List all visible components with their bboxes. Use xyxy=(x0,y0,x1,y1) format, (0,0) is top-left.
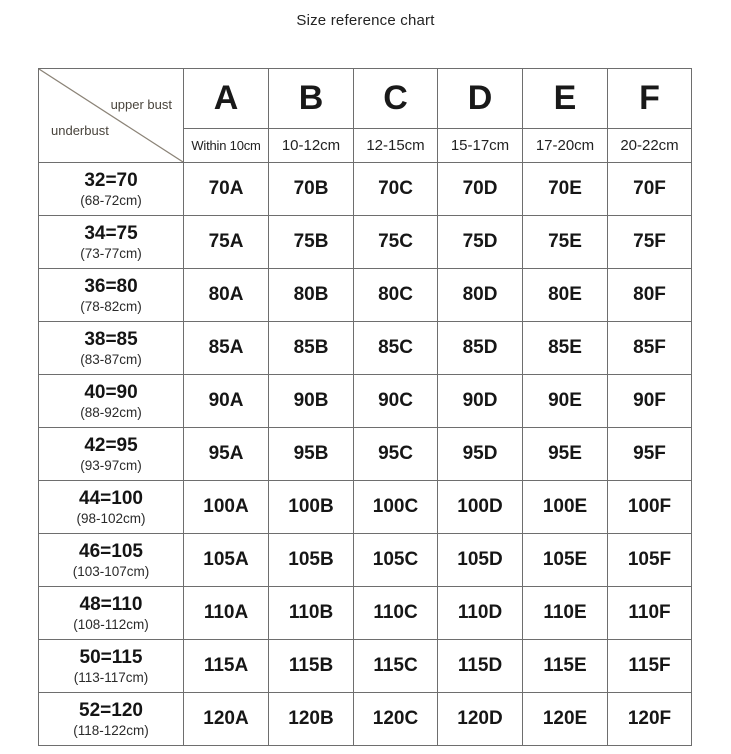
size-cell: 75A xyxy=(184,216,269,269)
row-header xyxy=(39,640,184,693)
size-cell: 90C xyxy=(354,375,438,428)
header-letter-row xyxy=(39,69,692,129)
page-title: Size reference chart xyxy=(296,12,435,29)
column-range-D: 15-17cm xyxy=(438,129,523,163)
row-size-label: 40=90 xyxy=(84,381,138,403)
table-header xyxy=(39,69,692,163)
size-cell: 110C xyxy=(354,587,438,640)
size-cell: 105A xyxy=(184,534,269,587)
size-reference-table xyxy=(38,68,692,746)
table-row xyxy=(39,428,692,481)
table-row xyxy=(39,322,692,375)
size-cell: 80C xyxy=(354,269,438,322)
size-cell: 100A xyxy=(184,481,269,534)
size-cell: 95F xyxy=(608,428,692,481)
row-header xyxy=(39,322,184,375)
corner-underbust-label: underbust xyxy=(51,123,109,138)
size-cell: 95C xyxy=(354,428,438,481)
column-letter-C: C xyxy=(354,69,438,129)
row-header xyxy=(39,428,184,481)
size-cell: 110D xyxy=(438,587,523,640)
column-letter-D: D xyxy=(438,69,523,129)
row-size-label: 46=105 xyxy=(79,540,143,562)
size-cell: 90E xyxy=(523,375,608,428)
size-cell: 85D xyxy=(438,322,523,375)
row-size-range: (68-72cm) xyxy=(80,192,142,208)
row-size-range: (88-92cm) xyxy=(80,404,142,420)
size-cell: 95E xyxy=(523,428,608,481)
size-cell: 105E xyxy=(523,534,608,587)
size-cell: 70A xyxy=(184,163,269,216)
column-range-F: 20-22cm xyxy=(608,129,692,163)
size-cell: 85E xyxy=(523,322,608,375)
size-cell: 80A xyxy=(184,269,269,322)
table-row xyxy=(39,587,692,640)
column-letter-F: F xyxy=(608,69,692,129)
row-size-range: (118-122cm) xyxy=(73,722,149,738)
column-range-E: 17-20cm xyxy=(523,129,608,163)
size-cell: 110A xyxy=(184,587,269,640)
row-size-range: (113-117cm) xyxy=(73,669,149,685)
size-cell: 115C xyxy=(354,640,438,693)
size-cell: 115F xyxy=(608,640,692,693)
table-row xyxy=(39,375,692,428)
column-range-B: 10-12cm xyxy=(269,129,354,163)
row-header xyxy=(39,587,184,640)
table-row xyxy=(39,163,692,216)
row-size-label: 44=100 xyxy=(79,487,143,509)
size-cell: 100D xyxy=(438,481,523,534)
size-cell: 75B xyxy=(269,216,354,269)
size-cell: 90B xyxy=(269,375,354,428)
size-cell: 110F xyxy=(608,587,692,640)
size-cell: 105D xyxy=(438,534,523,587)
corner-cell xyxy=(39,69,184,163)
size-cell: 105F xyxy=(608,534,692,587)
diagonal-divider xyxy=(39,69,183,162)
size-cell: 120B xyxy=(269,693,354,746)
size-cell: 90D xyxy=(438,375,523,428)
row-size-range: (98-102cm) xyxy=(76,510,146,526)
size-cell: 75F xyxy=(608,216,692,269)
row-size-range: (93-97cm) xyxy=(80,457,142,473)
size-cell: 70E xyxy=(523,163,608,216)
size-table-body xyxy=(39,163,692,746)
size-cell: 120C xyxy=(354,693,438,746)
size-cell: 115E xyxy=(523,640,608,693)
row-size-label: 34=75 xyxy=(84,222,138,244)
size-cell: 85F xyxy=(608,322,692,375)
size-cell: 75C xyxy=(354,216,438,269)
row-size-label: 52=120 xyxy=(79,699,143,721)
size-cell: 70C xyxy=(354,163,438,216)
row-size-label: 36=80 xyxy=(84,275,138,297)
size-cell: 70F xyxy=(608,163,692,216)
column-range-C: 12-15cm xyxy=(354,129,438,163)
row-header xyxy=(39,269,184,322)
size-cell: 100B xyxy=(269,481,354,534)
row-size-label: 48=110 xyxy=(79,593,143,615)
table-row xyxy=(39,693,692,746)
size-cell: 85B xyxy=(269,322,354,375)
size-cell: 100E xyxy=(523,481,608,534)
size-cell: 120E xyxy=(523,693,608,746)
row-header xyxy=(39,163,184,216)
size-cell: 120D xyxy=(438,693,523,746)
row-size-label: 38=85 xyxy=(84,328,138,350)
size-cell: 120A xyxy=(184,693,269,746)
row-size-label: 42=95 xyxy=(84,434,138,456)
size-cell: 120F xyxy=(608,693,692,746)
row-header xyxy=(39,693,184,746)
size-cell: 110E xyxy=(523,587,608,640)
row-size-label: 50=115 xyxy=(79,646,143,668)
size-cell: 80E xyxy=(523,269,608,322)
row-header xyxy=(39,534,184,587)
size-cell: 95B xyxy=(269,428,354,481)
size-cell: 75E xyxy=(523,216,608,269)
column-letter-E: E xyxy=(523,69,608,129)
table-row xyxy=(39,534,692,587)
row-size-label: 32=70 xyxy=(84,169,138,191)
size-cell: 80D xyxy=(438,269,523,322)
column-range-A: Within 10cm xyxy=(184,129,269,163)
size-cell: 95D xyxy=(438,428,523,481)
size-cell: 105B xyxy=(269,534,354,587)
row-header xyxy=(39,481,184,534)
table-row xyxy=(39,481,692,534)
size-cell: 95A xyxy=(184,428,269,481)
size-cell: 110B xyxy=(269,587,354,640)
size-cell: 90F xyxy=(608,375,692,428)
corner-upper-bust-label: upper bust xyxy=(110,97,172,112)
size-cell: 115D xyxy=(438,640,523,693)
size-cell: 75D xyxy=(438,216,523,269)
size-cell: 100C xyxy=(354,481,438,534)
size-cell: 100F xyxy=(608,481,692,534)
size-cell: 80B xyxy=(269,269,354,322)
table-row xyxy=(39,640,692,693)
size-cell: 80F xyxy=(608,269,692,322)
table-row xyxy=(39,216,692,269)
size-cell: 70D xyxy=(438,163,523,216)
row-header xyxy=(39,216,184,269)
row-size-range: (83-87cm) xyxy=(80,351,142,367)
column-letter-A: A xyxy=(184,69,269,129)
size-cell: 90A xyxy=(184,375,269,428)
row-size-range: (73-77cm) xyxy=(80,245,142,261)
size-cell: 70B xyxy=(269,163,354,216)
row-header xyxy=(39,375,184,428)
row-size-range: (108-112cm) xyxy=(73,616,149,632)
row-size-range: (78-82cm) xyxy=(80,298,142,314)
size-cell: 115A xyxy=(184,640,269,693)
size-cell: 115B xyxy=(269,640,354,693)
size-cell: 105C xyxy=(354,534,438,587)
column-letter-B: B xyxy=(269,69,354,129)
table-row xyxy=(39,269,692,322)
size-cell: 85C xyxy=(354,322,438,375)
row-size-range: (103-107cm) xyxy=(72,563,150,579)
size-cell: 85A xyxy=(184,322,269,375)
